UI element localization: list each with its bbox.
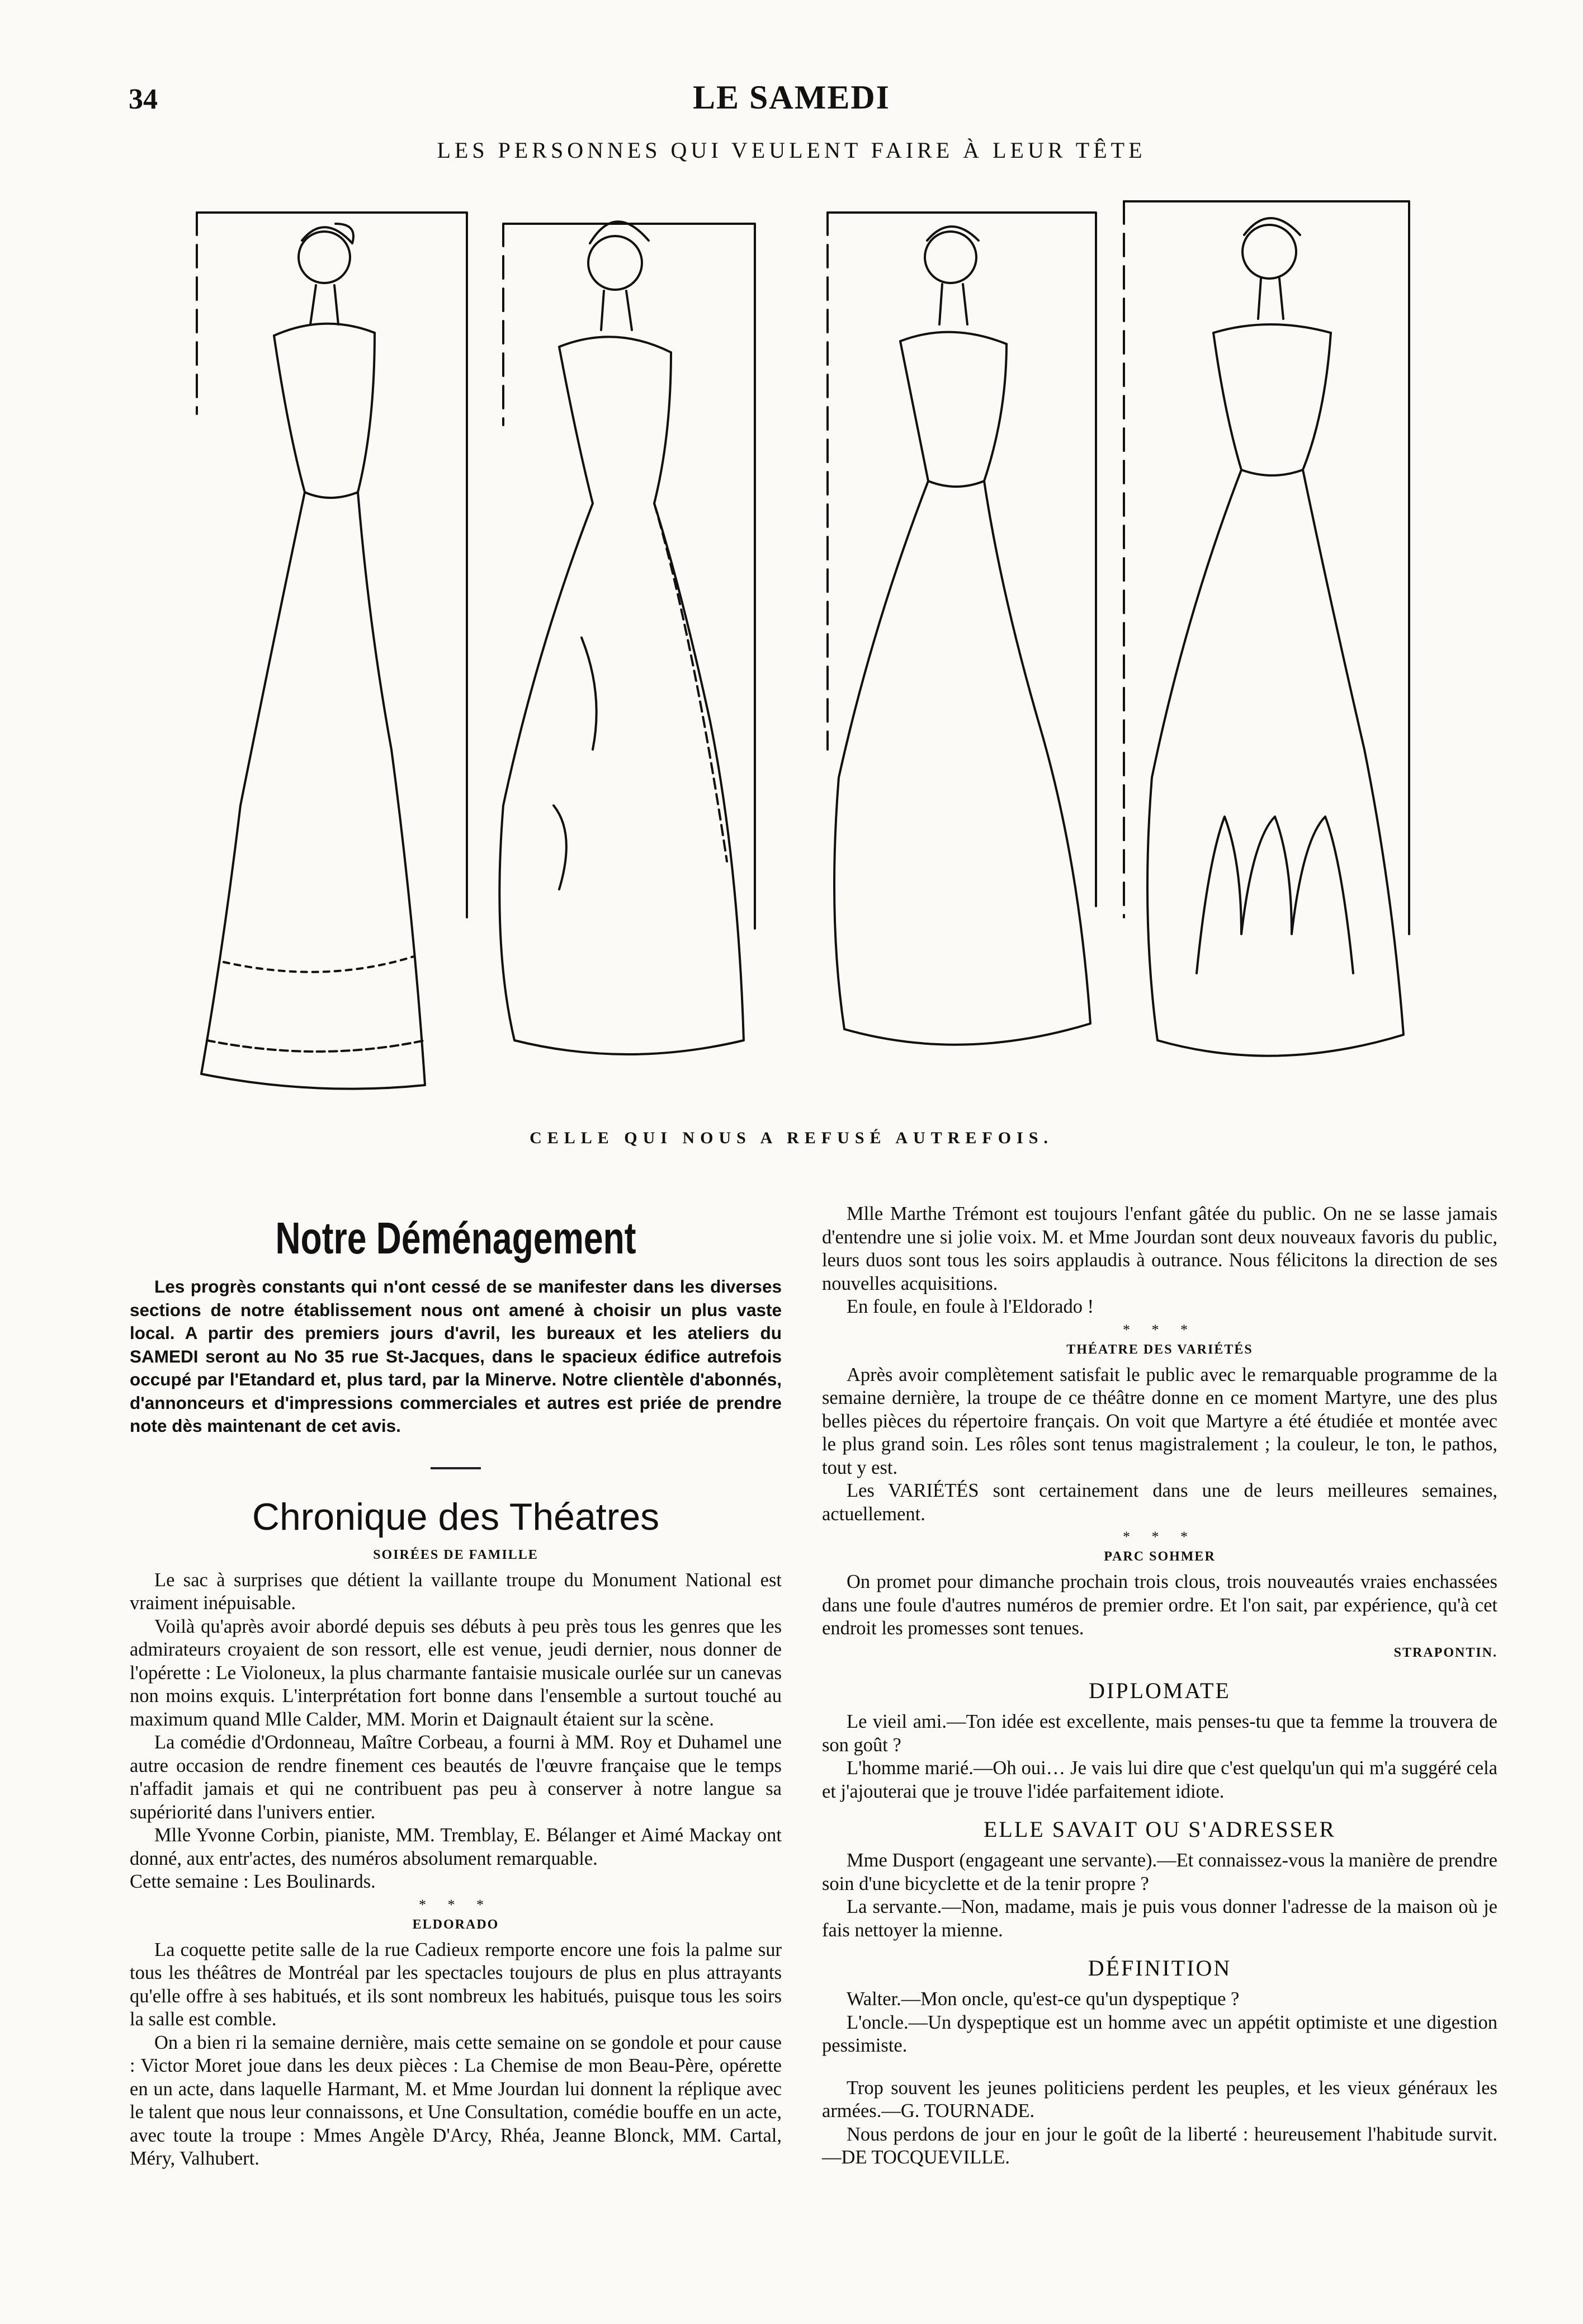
article-title-chronique: Chronique des Théatres [252,1495,660,1538]
section-head-savait: ELLE SAVAIT OU S'ADRESSER [983,1817,1336,1842]
paragraph: Voilà qu'après avoir abordé depuis ses débuts à peu près tous les genres que les admirateurs croyaient de son ressort, elle est venue, jeudi dernier, nous donner de l'opérette : Le Violoneux, la plus charmante fantaisie musicale ourlée sur un canevas non moins exquis. L'interprétation fort bonne dans l'ensemble a surtout touché au maximum quand Mlle Calder, MM. Morin et Daignault étaient sur la scène. [130,1615,782,1730]
dialogue-line: Le vieil ami.—Ton idée est excellente, mais penses-tu que ta femme la trouvera de son goût ? [822,1711,1497,1756]
paragraph: Le sac à surprises que détient la vaillante troupe du Monument National est vraiment inépuisable. [130,1569,782,1614]
section-separator: * * * [1123,1529,1197,1545]
section-head-diplomate: DIPLOMATE [1089,1678,1231,1703]
figure-3 [834,227,1090,1045]
paragraph: La comédie d'Ordonneau, Maître Corbeau, a fourni à MM. Roy et Duhamel une autre occasion de rendre finement ces beautés de l'œuvre française que le temps n'affadit jamais et qui ne contribuent pas peu à conserver à notre langue sa supériorité dans l'univers entier. [130,1732,782,1823]
illustration-title: LES PERSONNES QUI VEULENT FAIRE À LEUR TÊTE [437,138,1146,163]
dialogue-line: L'homme marié.—Oh oui… Je vais lui dire que c'est quelqu'un qui m'a suggéré cela et j'ajouterai que je trouve l'idée parfaitement idiote. [822,1757,1497,1802]
left-column [130,1197,782,2171]
right-column [822,1203,1497,2170]
signature: STRAPONTIN. [1393,1645,1497,1660]
paragraph: On promet pour dimanche prochain trois clous, trois nouveautés vraies enchassées dans une foule d'autres numéros de premier ordre. Et l'on sait, par expérience, qu'à cet endroit les promesses sont tenues. [822,1571,1497,1639]
article-demenagement-text: Les progrès constants qui n'ont cessé de se manifester dans les diverses sections de notre établissement nous ont amené à choisir un plus vaste local. A partir des premiers jours d'avril, les bureaux et les ateliers du SAMEDI seront au No 35 rue St-Jacques, dans le spacieux édifice autrefois occupé par l'Etandard et, plus tard, par la Minerve. Notre clientèle d'abonnés, d'annonceurs et d'impressions commerciales et autres est priée de prendre note dès maintenant de cet avis. [130,1276,782,1436]
section-head-parc-sohmer: PARC SOHMER [1104,1549,1216,1564]
section-separator: * * * [1123,1321,1197,1338]
divider-rule [431,1467,481,1469]
dialogue-line: La servante.—Non, madame, mais je puis vous donner l'adresse de la maison où je fais nettoyer la mienne. [822,1896,1497,1941]
figure-4 [1147,218,1404,1056]
illustration-caption: CELLE QUI NOUS A REFUSÉ AUTREFOIS. [530,1129,1053,1147]
paragraph: Cette semaine : Les Boulinards. [130,1871,376,1892]
section-separator: * * * [419,1896,493,1913]
section-head-eldorado: ELDORADO [412,1917,499,1932]
masthead: LE SAMEDI [692,79,891,116]
illustration-plate [190,190,1532,1107]
figure-1 [201,224,425,1089]
page-number: 34 [129,83,158,115]
paragraph: Mlle Yvonne Corbin, pianiste, MM. Tremblay, E. Bélanger et Aimé Mackay ont donné, aux entr'actes, des numéros absolument remarquable. [130,1825,782,1869]
paragraph: En foule, en foule à l'Eldorado ! [847,1296,1094,1317]
section-head-definition: DÉFINITION [1088,1955,1232,1981]
quote: Trop souvent les jeunes politiciens perdent les peuples, et les vieux généraux les armées.—G. TOURNADE. [822,2077,1497,2122]
quote: Nous perdons de jour en jour le goût de la liberté : heureusement l'habitude survit.—DE TOCQUEVILLE. [822,2123,1497,2168]
dialogue-line: L'oncle.—Un dyspeptique est un homme avec un appétit optimiste et une digestion pessimiste. [822,2011,1497,2056]
dialogue-line: Walter.—Mon oncle, qu'est-ce qu'un dyspeptique ? [847,1988,1240,2010]
paragraph: Les VARIÉTÉS sont certainement dans une de leurs meilleures semaines, actuellement. [822,1480,1497,1525]
section-head-varietes: THÉATRE DES VARIÉTÉS [1066,1342,1253,1357]
section-head-soirees: SOIRÉES DE FAMILLE [373,1547,538,1562]
paragraph: On a bien ri la semaine dernière, mais cette semaine on se gondole et pour cause : Victor Moret joue dans les deux pièces : La Chemise de mon Beau-Père, opérette en un acte, dans laquelle Harmant, M. et Mme Jourdan lui donnent la réplique avec le talent que nous leur connaissons, et Une Consultation, comédie bouffe en un acte, avec toute la troupe : Mmes Angèle D'Arcy, Rhéa, Jeanne Blonck, MM. Cartal, Méry, Valhubert. [130,2031,782,2169]
paragraph: Mlle Marthe Trémont est toujours l'enfant gâtée du public. On ne se lasse jamais d'entendre une si jolie voix. M. et Mme Jourdan sont deux nouveaux favoris du public, leurs duos sont tous les soirs applaudis à outrance. Nous félicitons la direction de ses nouvelles acquisitions. [822,1203,1497,1294]
figure-2 [499,221,744,1054]
article-title-demenagement: Notre Déménagement [275,1213,636,1263]
paragraph: Après avoir complètement satisfait le public avec le remarquable programme de la semaine dernière, la troupe de ce théâtre donne en ce moment Martyre, une des plus belles pièces du répertoire français. On voit que Martyre a été étudiée et montée avec le plus grand soin. Les rôles sont tenus magistralement ; la couleur, le ton, le pathos, tout y est. [822,1364,1497,1478]
paragraph: La coquette petite salle de la rue Cadieux remporte encore une fois la palme sur tous les théâtres de Montréal par les spectacles toujours de plus en plus attrayants qu'elle offre à ses habitués, et ils sont nombreux les habitués, puisque tous les soirs la salle est comble. [130,1939,782,2030]
dialogue-line: Mme Dusport (engageant une servante).—Et connaissez-vous la manière de prendre soin d'une bicyclette et de la tenir propre ? [822,1850,1497,1894]
